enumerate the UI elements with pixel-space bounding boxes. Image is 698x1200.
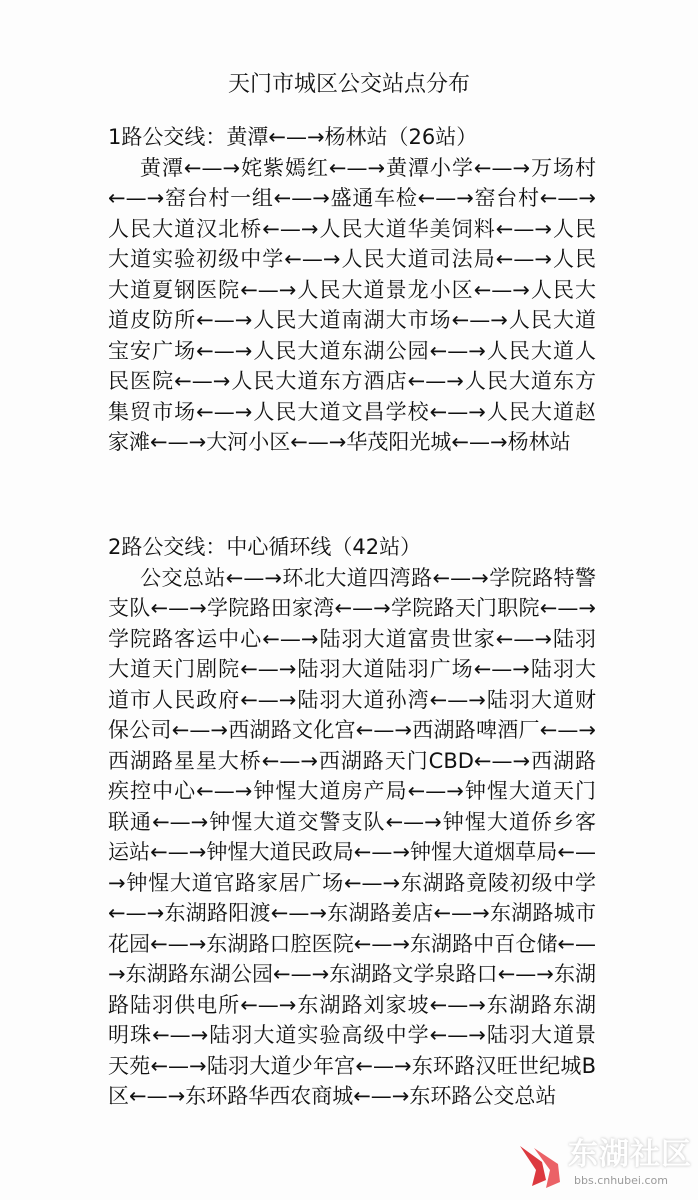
route-2-section — [108, 532, 596, 1112]
watermark — [516, 1132, 698, 1200]
page-title: 天门市城区公交站点分布 — [227, 72, 470, 97]
route-1-stops: 黄潭←—→姹紫嫣红←—→黄潭小学←—→万场村←—→窑台村一组←—→盛通车检←—→窑台村←—→人民大道汉北桥←—→人民大道华美饲料←—→人民大道实验初级中学←—→人民大道司法局←—→人民大道夏钢医院←—→人民大道景龙小区←—→人民大道皮防所←—→人民大道南湖大市场←—→人民大道宝安广场←—→人民大道东湖公园←—→人民大道人民医院←—→人民大道东方酒店←—→人民大道东方集贸市场←—→人民大道文昌学校←—→人民大道赵家滩←—→大河小区←—→华茂阳光城←—→杨林站 — [108, 155, 596, 454]
watermark-site-name: 东湖社区 — [568, 1137, 692, 1172]
watermark-url: bbs.cnhubei.com — [574, 1174, 668, 1187]
route-2-heading: 2路公交线：中心循环线（42站） — [108, 535, 422, 559]
route-2-stops: 公交总站←—→环北大道四湾路←—→学院路特警支队←—→学院路田家湾←—→学院路天门职院←—→学院路客运中心←—→陆羽大道富贵世家←—→陆羽大道天门剧院←—→陆羽大道陆羽广场←—→陆羽大道市人民政府←—→陆羽大道孙湾←—→陆羽大道财保公司←—→西湖路文化宫←—→西湖路啤酒厂←—→西湖路星星大桥←—→西湖路天门CBD←—→西湖路疾控中心←—→钟惺大道房产局←—→钟惺大道天门联通←—→钟惺大道交警支队←—→钟惺大道侨乡客运站←—→钟惺大道民政局←—→钟惺大道烟草局←—→钟惺大道官路家居广场←—→东湖路竟陵初级中学←—→东湖路阳渡←—→东湖路姜店←—→东湖路城市花园←—→东湖路口腔医院←—→东湖路中百仓储←—→东湖路东湖公园←—→东湖路文学泉路口←—→东湖路陆羽供电所←—→东湖路刘家坡←—→东湖路东湖明珠←—→陆羽大道实验高级中学←—→陆羽大道景天苑←—→陆羽大道少年宫←—→东环路汉旺世纪城B区←—→东环路华西农商城←—→东环路公交总站 — [108, 565, 596, 1108]
route-1-heading: 1路公交线：黄潭←—→杨林站（26站） — [108, 125, 478, 149]
red-chevron-logo-icon — [516, 1140, 566, 1190]
route-1-section — [108, 122, 596, 458]
